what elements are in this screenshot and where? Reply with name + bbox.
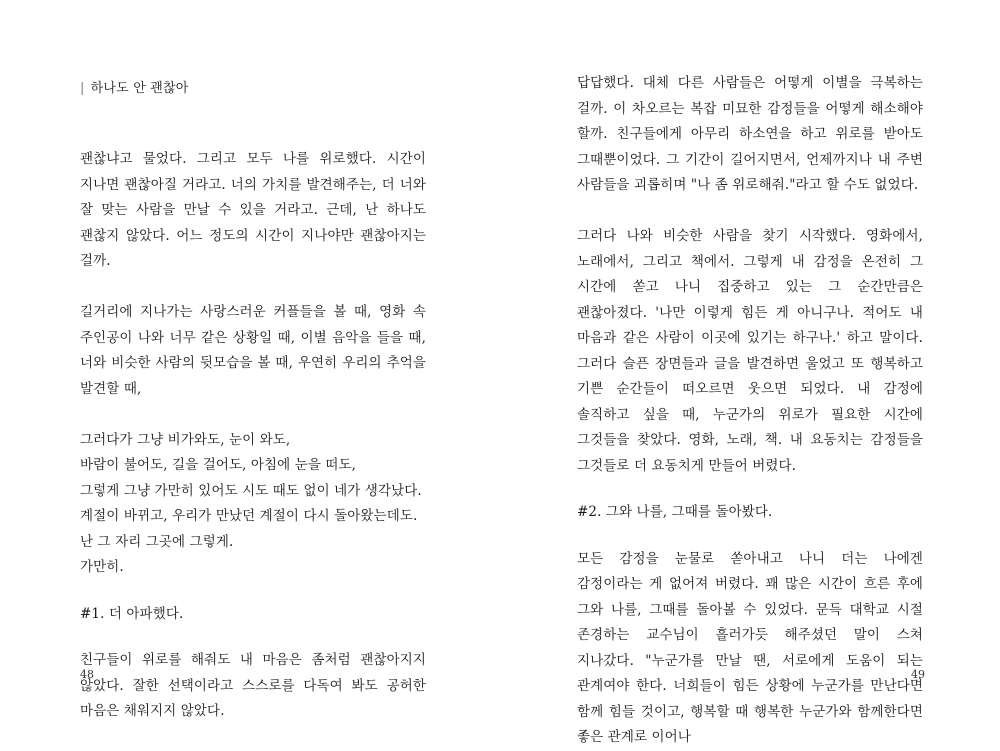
- paragraph: 답답했다. 대체 다른 사람들은 어떻게 이별을 극복하는 걸까. 이 차오르는 복잡 미묘한 감정들을 어떻게 해소해야 할까. 친구들에게 아무리 하소연을 하고 위로를 받아도 그때뿐이었다. 그 기간이 길어지면서, 언제까지나 내 주변 사람들을 괴롭히며 "나 좀 위로해줘."라고 할 수도 없었다.: [577, 75, 923, 193]
- poem-block: [80, 428, 426, 581]
- poem-line: 바람이 불어도, 길을 걸어도, 아침에 눈을 떠도,: [80, 457, 357, 473]
- paragraph: 그러다 나와 비슷한 사람을 찾기 시작했다. 영화에서, 노래에서, 그리고 책에서. 그렇게 내 감정을 온전히 그 시간에 쏟고 나니 집중하고 있는 그 순간만큼은 괜찮아졌다. '나만 이렇게 힘든 게 아니구나. 적어도 내 마음과 같은 사람이 이곳에 있기는 하구나.' 하고 말이다. 그러다 슬픈 장면들과 글을 발견하면 울었고 또 행복하고 기쁜 순간들이 떠오르면 웃으면 되었다. 내 감정에 솔직하고 싶을 때, 누군가의 위로가 필요한 시간에 그것들을 찾았다. 영화, 노래, 책. 내 요동치는 감정들을 그것들로 더 요동치게 만들어 버렸다.: [577, 228, 923, 474]
- left-page: [0, 0, 500, 740]
- poem-line: 가만히.: [80, 559, 124, 575]
- running-head-bar: |: [80, 81, 85, 96]
- section-heading: #1. 더 아파했다.: [80, 605, 184, 622]
- running-head: [80, 77, 189, 96]
- poem-line: 그러다가 그냥 비가와도, 눈이 와도,: [80, 431, 291, 448]
- section-heading: #2. 그와 나를, 그때를 돌아봤다.: [577, 504, 773, 520]
- paragraph: 길거리에 지나가는 사랑스러운 커플들을 볼 때, 영화 속 주인공이 나와 너무 같은 상황일 때, 이별 음악을 들을 때, 너와 비슷한 사람의 뒷모습을 볼 때, 우연히 우리의 추억을 발견할 때,: [80, 304, 426, 397]
- left-page-text: [80, 147, 426, 725]
- poem-line: 계절이 바뀌고, 우리가 만났던 계절이 다시 돌아왔는데도.: [80, 508, 418, 524]
- right-page: [500, 0, 1000, 745]
- paragraph: 친구들이 위로를 해줘도 내 마음은 좀처럼 괜찮아지지 않았다. 잘한 선택이라고 스스로를 다독여 봐도 공허한 마음은 채워지지 않았다.: [80, 652, 426, 719]
- paragraph: 괜찮냐고 물었다. 그리고 모두 나를 위로했다. 시간이 지나면 괜찮아질 거라고. 너의 가치를 발견해주는, 더 너와 잘 맞는 사람을 만날 수 있을 거라고. 근데, 난 하나도 괜찮지 않았다. 어느 정도의 시간이 지나야만 괜찮아지는 걸까.: [80, 151, 426, 269]
- paragraph: 모든 감정을 눈물로 쏟아내고 나니 더는 나에겐 감정이라는 게 없어져 버렸다. 꽤 많은 시간이 흐른 후에 그와 나를, 그때를 돌아볼 수 있었다. 문득 대학교 시절 존경하는 교수님이 흘러가듯 해주셨던 말이 스쳐 지나갔다. "누군가를 만날 땐, 서로에게 도움이 되는 관계여야 한다. 너희들이 힘든 상황에 누군가를 만난다면 함께 힘들 것이고, 행복할 때 행복한 누군가와 함께한다면 좋은 관계로 이어나: [577, 550, 923, 745]
- poem-line: 난 그 자리 그곳에 그렇게.: [80, 533, 234, 550]
- right-page-text: [577, 71, 923, 751]
- poem-line: 그렇게 그냥 가만히 있어도 시도 때도 없이 네가 생각났다.: [80, 482, 422, 499]
- page-number: 48: [80, 668, 94, 681]
- running-head-title: 하나도 안 괜찮아: [90, 81, 189, 96]
- page-number: 49: [911, 668, 925, 681]
